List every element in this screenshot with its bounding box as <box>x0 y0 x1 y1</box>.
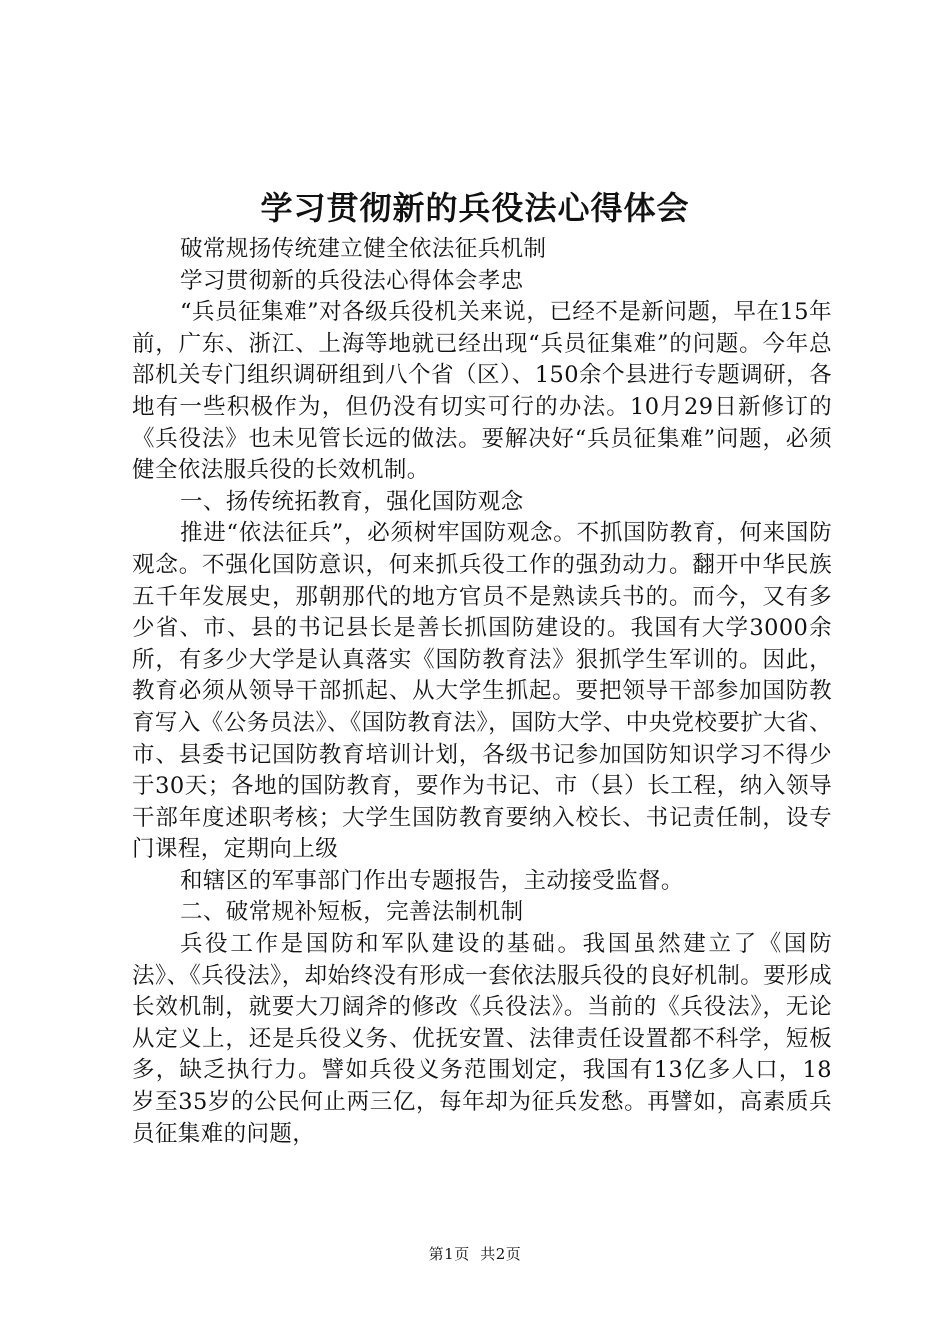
page-number: 第1页 <box>428 1245 470 1263</box>
page-total: 共2页 <box>480 1245 522 1263</box>
section-heading-2: 二、破常规补短板，完善法制机制 <box>180 899 524 926</box>
paragraph-intro: “兵员征集难”对各级兵役机关来说，已经不是新问题，早在15年前，广东、浙江、上海等地就已经出现“兵员征集难”的问题。今年总部机关专门组织调研组到八个省（区）、150余个县进行专题调研，各地有一些积极作为，但仍没有切实可行的办法。10月29日新修订的《兵役法》也未见管长远的做法。要解决好“兵员征集难”问题，必须健全依法服兵役的长效机制。 <box>132 299 832 484</box>
document-body <box>132 234 832 1150</box>
paragraph-subtitle: 破常规扬传统建立健全依法征兵机制 <box>180 236 547 262</box>
section-heading-1: 一、扬传统拓教育，强化国防观念 <box>180 488 524 515</box>
page-footer <box>0 1244 950 1264</box>
paragraph-section-1: 推进“依法征兵”，必须树牢国防观念。不抓国防教育，何来国防观念。不强化国防意识，何来抓兵役工作的强劲动力。翻开中华民族五千年发展史，那朝那代的地方官员不是熟读兵书的。而今，又有多少省、市、县的书记县长是善长抓国防建设的。我国有大学3000余所，有多少大学是认真落实《国防教育法》狠抓学生军训的。因此，教育必须从领导干部抓起、从大学生抓起。要把领导干部参加国防教育写入《公务员法》、《国防教育法》，国防大学、中央党校要扩大省、市、县委书记国防教育培训计划，各级书记参加国防知识学习不得少于30天；各地的国防教育，要作为书记、市（县）长工程，纳入领导干部年度述职考核；大学生国防教育要纳入校长、书记责任制，设专门课程，定期向上级 <box>132 520 832 863</box>
document-title: 学习贯彻新的兵役法心得体会 <box>260 189 690 227</box>
paragraph-byline: 学习贯彻新的兵役法心得体会孝忠 <box>180 267 524 294</box>
paragraph-section-2: 兵役工作是国防和军队建设的基础。我国虽然建立了《国防法》、《兵役法》，却始终没有形成一套依法服兵役的良好机制。要形成长效机制，就要大刀阔斧的修改《兵役法》。当前的《兵役法》，无论从定义上，还是兵役义务、优抚安置、法律责任设置都不科学，短板多，缺乏执行力。譬如兵役义务范围划定，我国有13亿多人口，18岁至35岁的公民何止两三亿，每年却为征兵发愁。再譬如，高素质兵员征集难的问题， <box>132 931 832 1147</box>
paragraph-section-1-cont: 和辖区的军事部门作出专题报告，主动接受监督。 <box>180 867 684 894</box>
